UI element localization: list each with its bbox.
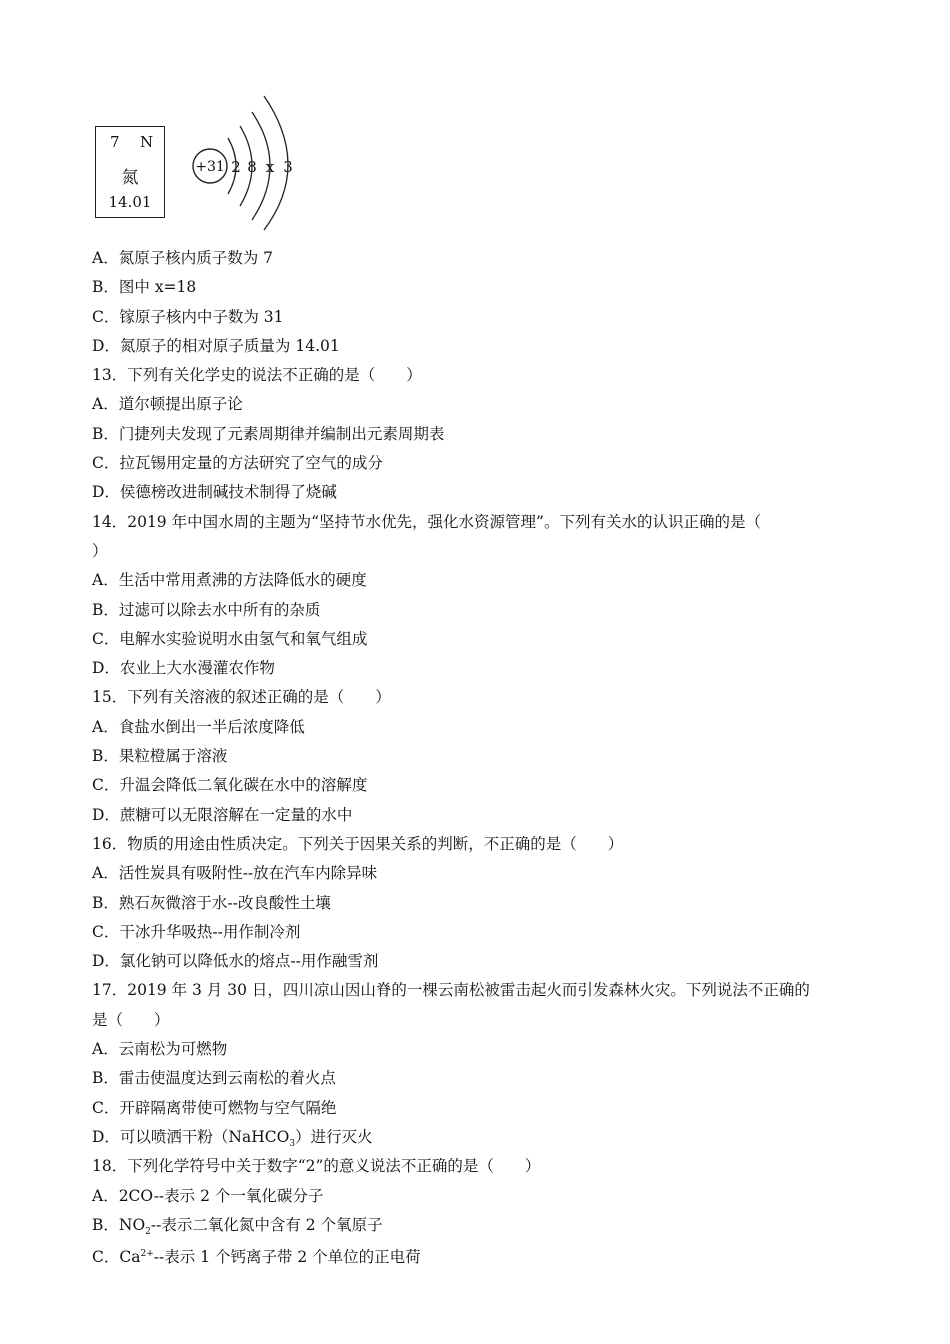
nucleus-charge: +31 (195, 159, 225, 175)
element-name: 氮 (121, 168, 139, 188)
q15-option-b: B．果粒橙属于溶液 (92, 747, 228, 766)
element-card-nitrogen (95, 126, 165, 218)
q15-stem: 15．下列有关溶液的叙述正确的是（ ） (92, 688, 391, 707)
q12-option-b: B．图中 x=18 (92, 278, 197, 297)
q18-option-b-subscript: 2 (145, 1226, 151, 1237)
q14-option-d: D．农业上大水漫灌农作物 (92, 659, 275, 678)
shell-3-electrons: x (265, 158, 275, 176)
q18-option-c-suffix: --表示 1 个钙离子带 2 个单位的正电荷 (153, 1248, 421, 1267)
q18-option-a: A．2CO--表示 2 个一氧化碳分子 (92, 1186, 324, 1205)
q16-option-d: D．氯化钠可以降低水的熔点--用作融雪剂 (92, 952, 379, 971)
element-figure (92, 92, 312, 232)
q14-option-a: A．生活中常用煮沸的方法降低水的硬度 (92, 571, 367, 590)
q17-option-a: A．云南松为可燃物 (92, 1040, 228, 1059)
gallium-atom-structure-diagram (188, 92, 312, 232)
q18-option-c-superscript: 2+ (140, 1249, 154, 1260)
q17-option-d-suffix: ）进行灭火 (295, 1127, 373, 1146)
element-symbol: N (140, 133, 154, 151)
q18-option-b-suffix: --表示二氧化氮中含有 2 个氧原子 (150, 1215, 383, 1234)
q13-option-d: D．侯德榜改进制碱技术制得了烧碱 (92, 483, 337, 502)
q18-stem: 18．下列化学符号中关于数字“2”的意义说法不正确的是（ ） (92, 1157, 541, 1176)
atomic-number: 7 (110, 133, 120, 151)
q14-option-b: B．过滤可以除去水中所有的杂质 (92, 600, 321, 619)
q15-option-c: C．升温会降低二氧化碳在水中的溶解度 (92, 776, 368, 795)
q16-stem: 16．物质的用途由性质决定。下列关于因果关系的判断，不正确的是（ ） (92, 834, 624, 853)
q16-option-c: C．干冰升华吸热--用作制冷剂 (92, 922, 301, 941)
q13-option-a: A．道尔顿提出原子论 (92, 395, 243, 414)
q18-option-b (92, 1211, 872, 1240)
q18-option-c-prefix: C．Ca (92, 1248, 141, 1267)
q18-option-b-prefix: B．NO (92, 1215, 146, 1234)
atomic-mass: 14.01 (108, 193, 152, 211)
q12-option-c: C．镓原子核内中子数为 31 (92, 307, 284, 326)
q17-stem-line2: 是（ ） (92, 1010, 170, 1029)
q15-option-a: A．食盐水倒出一半后浓度降低 (92, 717, 305, 736)
q15-option-d: D．蔗糖可以无限溶解在一定量的水中 (92, 805, 353, 824)
q14-stem-line2: ） (92, 541, 108, 560)
q17-option-d (92, 1123, 872, 1152)
q17-option-b: B．雷击使温度达到云南松的着火点 (92, 1069, 336, 1088)
question-text (92, 244, 872, 1269)
q12-option-d: D．氮原子的相对原子质量为 14.01 (92, 336, 340, 355)
q17-option-c: C．开辟隔离带使可燃物与空气隔绝 (92, 1098, 337, 1117)
q17-option-d-prefix: D．可以喷洒干粉（NaHCO (92, 1127, 290, 1146)
q14-option-c: C．电解水实验说明水由氢气和氧气组成 (92, 629, 368, 648)
q17-option-d-subscript: 3 (289, 1139, 296, 1149)
q14-stem-line1: 14．2019 年中国水周的主题为“坚持节水优先，强化水资源管理”。下列有关水的认识正确的是（ (92, 512, 761, 531)
q18-option-c (92, 1240, 872, 1269)
shell-1-electrons: 2 (231, 158, 241, 176)
q13-option-c: C．拉瓦锡用定量的方法研究了空气的成分 (92, 454, 383, 473)
shell-4-electrons: 3 (283, 158, 293, 176)
shell-2-electrons: 8 (247, 158, 257, 176)
q13-stem: 13．下列有关化学史的说法不正确的是（ ） (92, 366, 422, 385)
q16-option-a: A．活性炭具有吸附性--放在汽车内除异味 (92, 864, 378, 883)
q17-stem-line1: 17．2019 年 3 月 30 日，四川凉山因山脊的一棵云南松被雷击起火而引发森林火灾。下列说法不正确的 (92, 981, 810, 1000)
q13-option-b: B．门捷列夫发现了元素周期律并编制出元素周期表 (92, 424, 445, 443)
q12-option-a: A．氮原子核内质子数为 7 (92, 249, 273, 267)
q16-option-b: B．熟石灰微溶于水--改良酸性土壤 (92, 893, 331, 912)
